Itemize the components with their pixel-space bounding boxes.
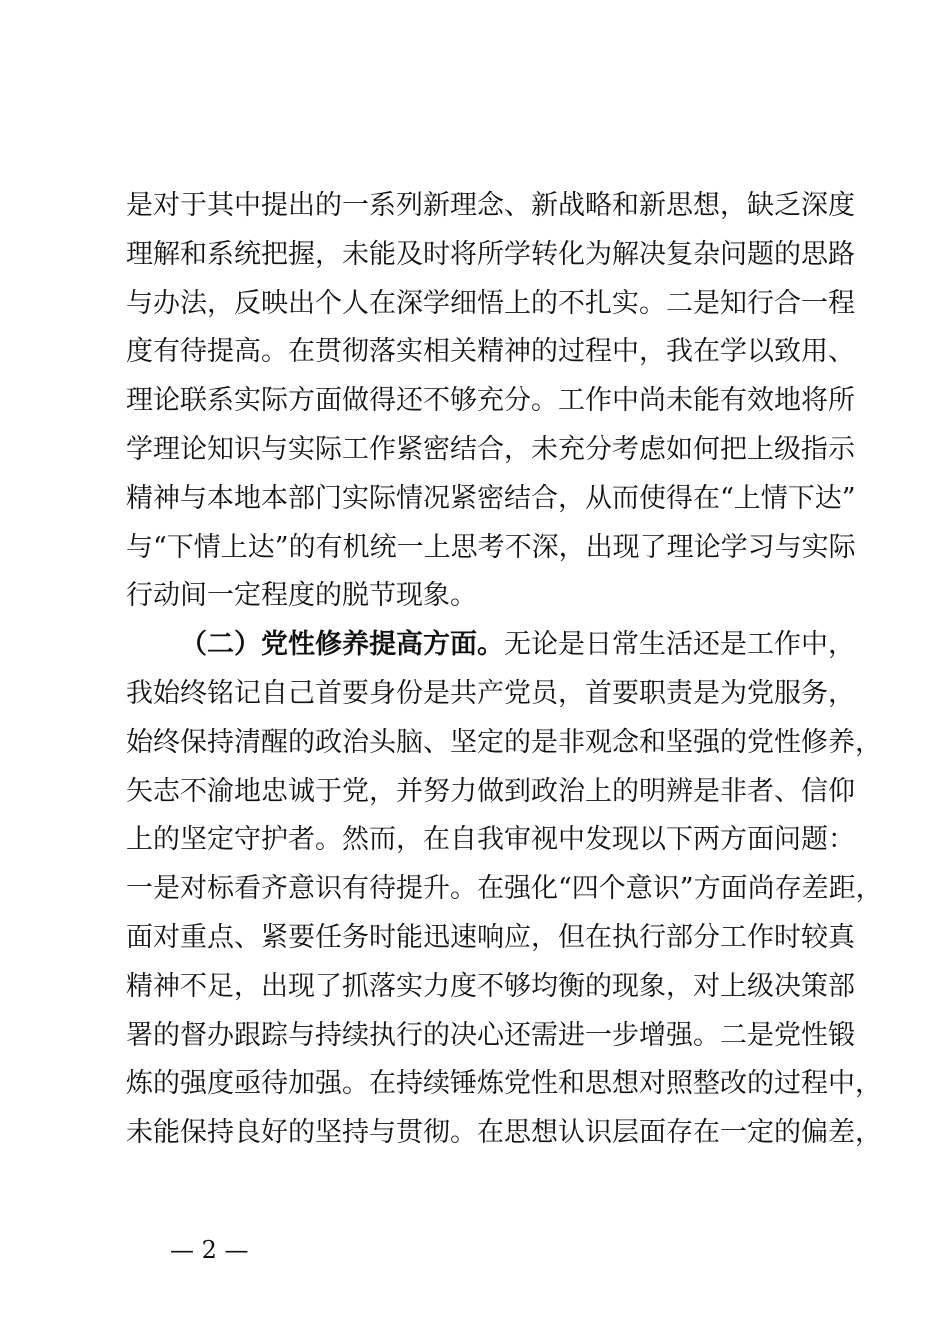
- text-line: 署的督办跟踪与持续执行的决心还需进一步增强。二是党性锻: [126, 1019, 855, 1051]
- text-line: 与办法，反映出个人在深学细悟上的不扎实。二是知行合一程: [126, 287, 855, 319]
- text-line: 精神不足，出现了抓落实力度不够均衡的现象，对上级决策部: [126, 970, 855, 1002]
- text-line: 理解和系统把握，未能及时将所学转化为解决复杂问题的思路: [126, 238, 855, 270]
- text-line: 我始终铭记自己首要身份是共产党员，首要职责是为党服务，: [126, 677, 855, 709]
- section-heading: （二）党性修养提高方面。: [180, 629, 504, 661]
- section-first-line: [126, 621, 855, 670]
- text-line: 行动间一定程度的脱节现象。: [126, 580, 477, 612]
- text-line: 面对重点、紧要任务时能迅速响应，但在执行部分工作时较真: [126, 921, 855, 953]
- text-line: 与“下情上达”的有机统一上思考不深，出现了理论学习与实际: [126, 531, 856, 563]
- text-line: 始终保持清醒的政治头脑、坚定的是非观念和坚强的党性修养，: [126, 726, 882, 758]
- page-number: — 2 —: [170, 1236, 249, 1264]
- text-line: 矢志不渝地忠诚于党，并努力做到政治上的明辨是非者、信仰: [126, 775, 855, 807]
- text-line: 理论联系实际方面做得还不够充分。工作中尚未能有效地将所: [126, 385, 855, 417]
- text-line: 度有待提高。在贯彻落实相关精神的过程中，我在学以致用、: [126, 336, 855, 368]
- text-line: 学理论知识与实际工作紧密结合，未充分考虑如何把上级指示: [126, 433, 855, 465]
- text-line: 上的坚定守护者。然而，在自我审视中发现以下两方面问题：: [126, 824, 855, 856]
- text-line: 是对于其中提出的一系列新理念、新战略和新思想，缺乏深度: [126, 190, 855, 221]
- text-line: 未能保持良好的坚持与贯彻。在思想认识层面存在一定的偏差，: [126, 1117, 882, 1149]
- section-heading-rest: 无论是日常生活还是工作中，: [504, 629, 855, 661]
- body-text: [126, 182, 883, 1158]
- text-line: 炼的强度亟待加强。在持续锤炼党性和思想对照整改的过程中，: [126, 1068, 882, 1100]
- text-line: 精神与本地本部门实际情况紧密结合，从而使得在“上情下达”: [126, 482, 856, 514]
- text-line: 一是对标看齐意识有待提升。在强化“四个意识”方面尚存差距，: [126, 873, 883, 905]
